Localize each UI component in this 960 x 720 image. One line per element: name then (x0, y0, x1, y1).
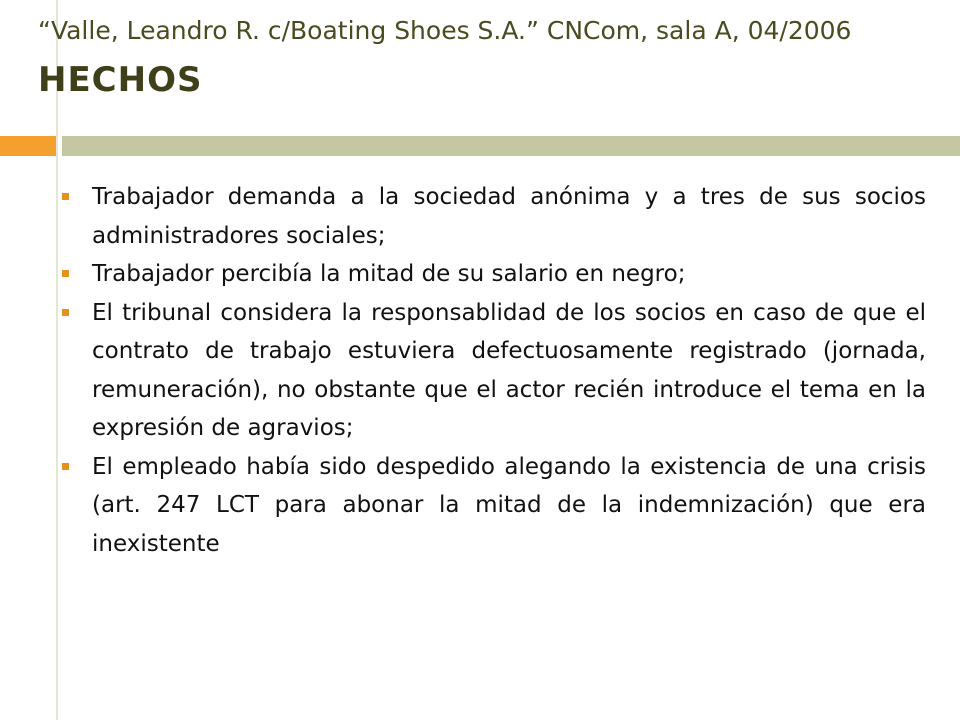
square-bullet-icon (62, 463, 69, 470)
square-bullet-icon (62, 309, 69, 316)
list-item (58, 294, 926, 448)
list-item (58, 255, 926, 294)
square-bullet-icon (62, 193, 69, 200)
list-item (58, 178, 926, 255)
title-rule-accent (0, 136, 56, 156)
bullet-text: Trabajador demanda a la sociedad anónima y a tres de sus socios administradores sociales; (92, 184, 926, 249)
square-bullet-icon (62, 270, 69, 277)
case-title: “Valle, Leandro R. c/Boating Shoes S.A.” CNCom, sala A, 04/2006 (38, 16, 852, 45)
bullet-text: El tribunal considera la responsablidad de los socios en caso de que el contrato de trabajo estuviera defectuosamente registrado (jornada, remuneración), no obstante que el actor recién introduce el tema en la expresión de agravios; (92, 299, 926, 441)
bullet-text: El empleado había sido despedido alegando la existencia de una crisis (art. 247 LCT para abonar la mitad de la indemnización) que era inexistente (92, 453, 926, 557)
page-title: HECHOS (38, 60, 203, 100)
bullet-text: Trabajador percibía la mitad de su salario en negro; (92, 261, 686, 287)
title-rule (62, 136, 960, 156)
bullet-list (58, 178, 926, 563)
list-item (58, 448, 926, 564)
